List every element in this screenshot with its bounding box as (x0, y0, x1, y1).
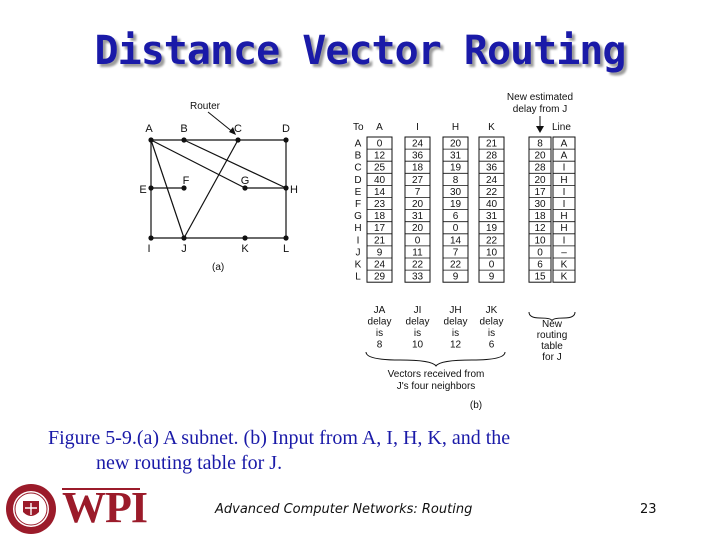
row-label-e: E (354, 186, 362, 198)
delay-footer-a: JA (373, 305, 386, 316)
page-number: 23 (640, 502, 657, 517)
row-label-f: F (354, 199, 362, 210)
vector-k-cell: 36 (485, 162, 498, 174)
delay-footer-h: 12 (449, 339, 462, 351)
node-label-l: L (282, 243, 290, 255)
new-line-cell: A (560, 150, 568, 162)
delay-footer-i: 10 (411, 339, 424, 351)
row-label-d: D (354, 174, 362, 186)
vector-a-cell: 12 (373, 150, 386, 162)
vector-h-cell: 30 (449, 186, 462, 198)
row-label-c: C (354, 162, 362, 174)
node-label-a: A (145, 123, 153, 135)
vector-h-cell: 0 (452, 223, 459, 235)
vector-i-cell: 22 (411, 259, 424, 271)
vector-k-cell: 10 (485, 247, 498, 259)
router-node-h (283, 185, 288, 190)
new-delay-cell: 30 (534, 199, 546, 210)
vectors-label-line1: Vectors received from (387, 369, 485, 380)
wpi-logo-text: WPI (62, 483, 147, 532)
caption-line-2: new routing table for J. (96, 452, 283, 474)
vectors-label-line2: J's four neighbors (396, 381, 476, 392)
wpi-seal-logo (4, 482, 58, 541)
delay-footer-k: JK (485, 305, 498, 316)
vector-a-cell: 18 (373, 211, 386, 223)
vector-i-cell: 7 (414, 186, 421, 198)
router-node-j (181, 235, 186, 240)
row-label-l: L (355, 271, 361, 283)
neighbor-header-h: H (451, 122, 460, 133)
vector-i-cell: 24 (411, 138, 424, 150)
vector-k-cell: 28 (485, 150, 498, 162)
vector-h-cell: 9 (452, 271, 459, 283)
vector-h-cell: 14 (449, 235, 462, 247)
new-delay-cell: 20 (534, 150, 546, 162)
to-header: To (353, 122, 364, 133)
new-delay-cell: 12 (534, 223, 546, 235)
router-node-b (181, 137, 186, 142)
delay-footer-k: delay (479, 316, 504, 328)
vector-k-cell: 19 (485, 223, 498, 235)
node-label-g: G (240, 175, 250, 187)
delay-footer-a: delay (367, 316, 392, 328)
node-label-e: E (139, 184, 147, 196)
caption-line-1: Figure 5-9.(a) A subnet. (b) Input from A, I, H, K, and the (48, 427, 511, 449)
delay-footer-k: 6 (488, 339, 495, 351)
node-label-k: K (241, 243, 249, 255)
node-label-b: B (180, 123, 188, 135)
vector-h-cell: 7 (452, 247, 459, 259)
delay-footer-h: JH (449, 305, 462, 316)
new-delay-cell: 17 (534, 186, 546, 198)
vector-h-cell: 22 (449, 259, 462, 271)
vector-h-cell: 6 (452, 211, 459, 223)
new-line-cell: I (562, 235, 566, 247)
new-delay-cell: 28 (534, 162, 546, 174)
vector-k-cell: 22 (485, 235, 498, 247)
router-node-d (283, 137, 288, 142)
vector-k-cell: 31 (485, 211, 498, 223)
vector-h-cell: 19 (449, 162, 462, 174)
row-label-h: H (354, 223, 362, 235)
node-label-j: J (181, 243, 187, 255)
router-pointer-line (208, 112, 234, 133)
routing-table-diagram (353, 92, 575, 411)
vector-h-cell: 20 (449, 138, 462, 150)
new-line-cell: I (562, 199, 566, 210)
vector-i-cell: 0 (414, 235, 421, 247)
row-label-g: G (354, 211, 362, 223)
new-table-label: New (541, 319, 563, 330)
new-table-label: for J (542, 352, 562, 363)
new-line-cell: K (560, 271, 568, 283)
new-delay-header-line2: delay from J (512, 104, 568, 115)
vector-k-cell: 22 (485, 186, 498, 198)
vector-a-cell: 0 (376, 138, 383, 150)
new-delay-pointer-arrow (536, 126, 544, 133)
node-label-c: C (234, 123, 242, 135)
vectors-brace (366, 352, 505, 366)
router-node-a (148, 137, 153, 142)
neighbor-header-k: K (488, 122, 495, 133)
vector-a-cell: 14 (373, 186, 386, 198)
vector-i-cell: 20 (411, 223, 424, 235)
delay-footer-a: 8 (376, 339, 383, 351)
router-node-l (283, 235, 288, 240)
subnet-link-CJ (184, 140, 238, 238)
new-table-label: table (541, 341, 563, 352)
new-delay-cell: 10 (534, 235, 546, 247)
new-line-cell: I (562, 186, 566, 198)
neighbor-header-i: I (416, 122, 419, 133)
vector-k-cell: 0 (488, 259, 495, 271)
new-delay-cell: 15 (534, 271, 546, 283)
vector-h-cell: 31 (449, 150, 462, 162)
router-node-e (148, 185, 153, 190)
node-label-i: I (147, 243, 151, 255)
vector-k-cell: 9 (488, 271, 495, 283)
router-node-c (235, 137, 240, 142)
row-label-b: B (354, 150, 362, 162)
new-delay-header-line1: New estimated (506, 92, 574, 103)
new-delay-cell: 20 (534, 174, 546, 186)
figure-b-label: (b) (469, 400, 483, 411)
delay-footer-h: is (451, 328, 460, 339)
node-label-h: H (290, 184, 298, 196)
node-label-f: F (182, 175, 190, 187)
figure-caption (48, 426, 688, 476)
new-line-cell: K (560, 259, 568, 271)
new-delay-cell: 0 (537, 247, 543, 259)
vector-a-cell: 23 (373, 199, 386, 210)
vector-h-cell: 8 (452, 174, 459, 186)
router-label: Router (190, 101, 221, 112)
subnet-diagram (139, 101, 298, 273)
vector-a-cell: 29 (373, 271, 386, 283)
vector-k-cell: 21 (485, 138, 498, 150)
new-table-label: routing (536, 330, 568, 341)
vector-a-cell: 17 (373, 223, 386, 235)
vector-i-cell: 27 (411, 174, 424, 186)
new-line-cell: H (560, 211, 568, 223)
vector-k-cell: 24 (485, 174, 498, 186)
router-node-i (148, 235, 153, 240)
new-line-cell: I (562, 162, 566, 174)
vector-a-cell: 9 (376, 247, 383, 259)
new-line-cell: A (560, 138, 568, 150)
new-line-cell: H (560, 223, 568, 235)
row-label-a: A (354, 138, 362, 150)
vector-i-cell: 20 (411, 199, 424, 210)
new-delay-cell: 6 (537, 259, 543, 271)
router-node-k (242, 235, 247, 240)
delay-footer-i: delay (405, 316, 430, 328)
vector-i-cell: 11 (412, 247, 423, 259)
row-label-i: I (356, 235, 360, 247)
row-label-k: K (354, 259, 362, 271)
vector-a-cell: 21 (373, 235, 386, 247)
vector-i-cell: 33 (411, 271, 424, 283)
new-delay-cell: 8 (537, 138, 543, 150)
vector-h-cell: 19 (449, 199, 462, 210)
delay-footer-i: is (413, 328, 422, 339)
vector-a-cell: 40 (373, 174, 386, 186)
delay-footer-k: is (487, 328, 496, 339)
node-label-d: D (282, 123, 290, 135)
footer-text: Advanced Computer Networks: Routing (215, 502, 473, 517)
vector-i-cell: 36 (411, 150, 424, 162)
slide-title: Distance Vector Routing (94, 28, 626, 74)
new-delay-cell: 18 (534, 211, 546, 223)
delay-footer-i: JI (413, 305, 422, 316)
vector-a-cell: 25 (373, 162, 386, 174)
new-line-cell: – (561, 247, 567, 259)
delay-footer-a: is (375, 328, 384, 339)
vector-i-cell: 18 (411, 162, 424, 174)
neighbor-header-a: A (376, 122, 383, 133)
vector-k-cell: 40 (485, 199, 498, 210)
line-header: Line (552, 122, 571, 133)
row-label-j: J (355, 247, 361, 259)
new-line-cell: H (560, 174, 568, 186)
delay-footer-h: delay (443, 316, 468, 328)
vector-a-cell: 24 (373, 259, 386, 271)
figure-a-label: (a) (212, 262, 225, 273)
vector-i-cell: 31 (411, 211, 424, 223)
